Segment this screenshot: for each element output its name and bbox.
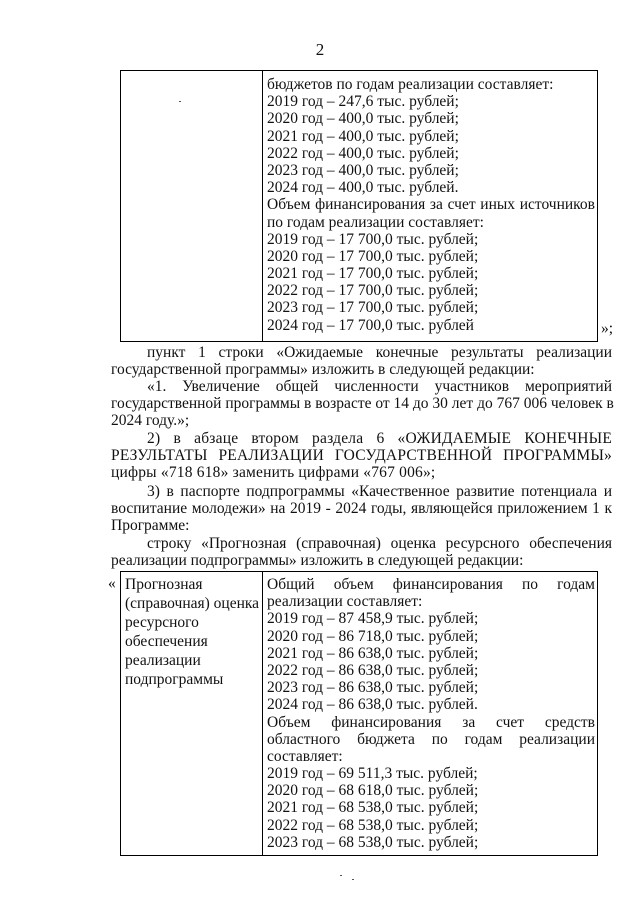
table1-line: 2022 год – 17 700,0 тыс. рублей;: [267, 282, 479, 300]
table1-line: 2021 год – 17 700,0 тыс. рублей;: [267, 265, 479, 283]
paragraph-line: 3) в паспорте подпрограммы «Качественное развитие потенциала и: [147, 483, 612, 500]
table1-line: 2023 год – 400,0 тыс. рублей;: [267, 161, 459, 179]
page-number: 2: [315, 40, 325, 59]
table1-line: 2019 год – 17 700,0 тыс. рублей;: [267, 230, 479, 248]
table2-right-line: составляет:: [267, 747, 343, 765]
paragraph-line: государственной программы» изложить в следующей редакции:: [111, 361, 535, 379]
table1-line: 2022 год – 400,0 тыс. рублей;: [267, 144, 459, 162]
table2-left-line: обеспечения: [125, 633, 208, 650]
table2-right-line: 2019 год – 69 511,3 тыс. рублей;: [267, 765, 478, 783]
paragraph-row-replacement: [111, 535, 612, 569]
table2-right-line: 2024 год – 86 638,0 тыс. рублей.: [267, 696, 478, 714]
paragraph-line: 2024 году.»;: [111, 412, 190, 430]
table1-line: 2024 год – 17 700,0 тыс. рублей: [267, 316, 474, 334]
financing-table-continued: [120, 70, 598, 342]
paragraph-line: реализации подпрограммы» изложить в следующей редакции:: [111, 552, 524, 570]
table2-right-line: областного бюджета по годам реализации: [267, 730, 595, 748]
paragraph-line: строку «Прогнозная (справочная) оценка ресурсного обеспечения: [147, 535, 612, 552]
table2-left-line: (справочная) оценка: [125, 595, 260, 612]
table1-line: 2020 год – 400,0 тыс. рублей;: [267, 110, 459, 128]
scan-speck: [340, 875, 342, 876]
table2-right-line: 2019 год – 87 458,9 тыс. рублей;: [267, 610, 479, 628]
table1-line: бюджетов по годам реализации составляет:: [267, 76, 554, 93]
table2-right-line: 2021 год – 86 638,0 тыс. рублей;: [267, 644, 479, 662]
table1-line: по годам реализации составляет:: [267, 213, 484, 231]
table2-right-line: 2020 год – 68 618,0 тыс. рублей;: [267, 782, 479, 800]
table2-right-line: Общий объем финансирования по годам: [267, 576, 595, 593]
paragraph-item-3: [111, 483, 612, 535]
table2-right-line: 2022 год – 86 638,0 тыс. рублей;: [267, 661, 479, 679]
table2-right-line: Объем финансирования за счет средств: [267, 713, 595, 731]
column-divider: [262, 572, 263, 855]
table2-right-line: реализации составляет:: [267, 593, 423, 611]
paragraph-line: пункт 1 строки «Ожидаемые конечные результаты реализации: [147, 344, 612, 361]
table2-right-line: 2021 год – 68 538,0 тыс. рублей;: [267, 799, 479, 817]
scan-speck: [179, 101, 181, 102]
table1-line: 2023 год – 17 700,0 тыс. рублей;: [267, 299, 479, 317]
paragraph-line: РЕЗУЛЬТАТЫ РЕАЛИЗАЦИИ ГОСУДАРСТВЕННОЙ ПРОГРАММЫ»: [111, 447, 612, 465]
table2-right-line: 2020 год – 86 718,0 тыс. рублей;: [267, 627, 479, 645]
column-divider: [262, 71, 263, 341]
paragraph-item-2: [111, 430, 612, 482]
table1-line: 2024 год – 400,0 тыс. рублей.: [267, 179, 459, 197]
table2-right-line: 2022 год – 68 538,0 тыс. рублей;: [267, 816, 479, 834]
paragraph-line: Программе:: [111, 517, 190, 535]
table2-left-line: Прогнозная: [125, 576, 203, 593]
subprogram-financing-table: [120, 571, 598, 856]
paragraph-new-text: [111, 378, 612, 430]
table2-left-line: подпрограммы: [125, 671, 224, 688]
table1-line: 2019 год – 247,6 тыс. рублей;: [267, 93, 459, 111]
table2-left-cell: [125, 576, 260, 690]
table2-right-line: 2023 год – 86 638,0 тыс. рублей;: [267, 679, 479, 697]
table2-right-line: 2023 год – 68 538,0 тыс. рублей;: [267, 833, 479, 851]
table1-right-cell: [267, 76, 595, 334]
table2-left-line: реализации: [125, 652, 201, 669]
paragraph-line: цифры «718 618» заменить цифрами «767 006»;: [111, 464, 436, 482]
table1-line: 2021 год – 400,0 тыс. рублей;: [267, 127, 459, 145]
paragraph-item-1: [111, 344, 612, 378]
paragraph-line: «1. Увеличение общей численности участников мероприятий: [147, 378, 612, 395]
paragraph-line: государственной программы в возрасте от 14 до 30 лет до 767 006 человек в: [111, 395, 614, 413]
opening-quote: «: [108, 575, 116, 592]
paragraph-line: воспитание молодежи» на 2019 - 2024 годы, являющейся приложением 1 к: [111, 500, 612, 518]
table2-right-cell: [267, 576, 595, 851]
paragraph-line: 2) в абзаце втором раздела 6 «ОЖИДАЕМЫЕ КОНЕЧНЫЕ: [147, 430, 612, 447]
scan-speck: [352, 879, 354, 880]
table1-line: Объем финансирования за счет иных источников: [267, 196, 595, 214]
table2-left-line: ресурсного: [125, 614, 199, 631]
closing-quote: »;: [601, 320, 614, 337]
table1-line: 2020 год – 17 700,0 тыс. рублей;: [267, 247, 479, 265]
